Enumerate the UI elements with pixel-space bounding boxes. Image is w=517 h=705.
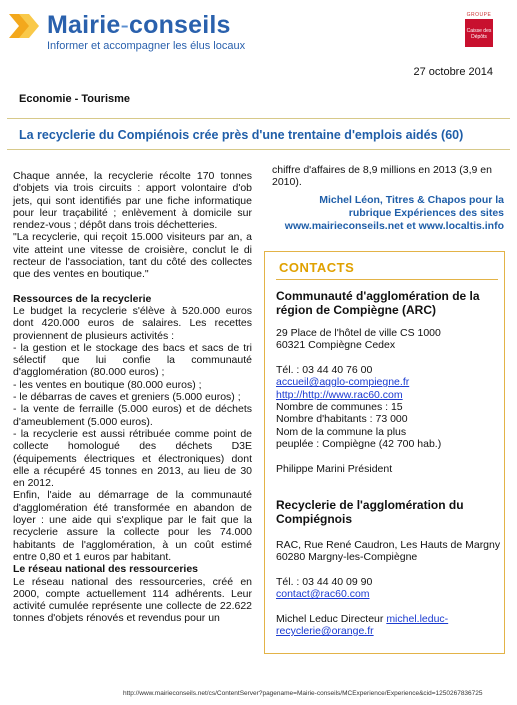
list-item: - les ventes en boutique (80.000 euros) ; [13,378,202,391]
groupe-label: GROUPE [466,12,492,18]
communes-count: Nombre de communes : 15 [276,401,403,414]
publication-date: 27 octobre 2014 [413,66,493,78]
author-credit [268,194,504,233]
title-rule-bottom [7,149,510,150]
source-url-footer: http://www.mairieconseils.net/cs/ContentServer?pagename=Mairie-conseils/MCExperience/Experience&cid=1250267836725 [123,690,483,697]
section-label: Economie - Tourisme [19,93,131,105]
list-item: - le débarras de caves et greniers (5.000 euros) ; [13,391,241,404]
website-link[interactable]: http://http://www.rac60.com [276,388,403,401]
org-recyclerie-name: Recyclerie de l'agglomération du Compiégnois [276,498,464,526]
address-line: 60321 Compiègne Cedex [276,339,396,352]
largest-commune-value: peuplée : Compiègne (42 700 hab.) [276,438,442,451]
mairie-conseils-logo [7,10,307,50]
contacts-rule [276,279,498,280]
caisse-depots-badge: Caisse des Dépôts [465,19,493,47]
contacts-heading: CONTACTS [279,260,355,275]
heading-resources: Ressources de la recyclerie [13,292,152,305]
list-item: - la vente de ferraille (5.000 euros) et de déchets d'ameublement (5.000 euros). [13,403,252,428]
network-paragraph: Le réseau national des ressourceries, créé en 2000, compte actuellement 114 adhérents. Leur activité cumulée représente une collecte de 22.622 tonnes d'objets rénovés et revendus pour un [13,575,252,625]
org-recyclerie-details [276,539,501,637]
title-rule-top [7,118,510,119]
list-item: - la gestion et le stockage des bacs et sacs de tri sélectif que lui confie la communauté d'agglomération (80.000 euros) ; [13,341,252,379]
article-column-left [13,170,252,625]
logo-mark-icon [7,10,41,44]
groupe-caisse-logo [463,12,495,52]
budget-paragraph: Le budget la recyclerie s'élève à 520.000 euros dont 420.000 euros de salaires. Les recettes proviennent de plusieurs activités : [13,304,252,342]
director-name: Michel Leduc Directeur [276,612,384,625]
intro-paragraph: Chaque année, la recyclerie récolte 170 tonnes d'objets via trois circuits : apport volontaire d'ob jets, qui sont identifiés par une fiche informatique pour leur traçabilité ; enlèvement à domicile sur rendez-vous ; dépôt dans trois déchetteries. [13,170,252,232]
email-link[interactable]: accueil@agglo-compiegne.fr [276,376,410,389]
president-name: Philippe Marini Président [276,462,393,475]
email-link[interactable]: michel.leduc- [386,612,449,625]
phone: Tél. : 03 44 40 76 00 [276,363,373,376]
support-paragraph: Enfin, l'aide au démarrage de la communauté d'agglomération été transformée en abandon de loyer : une aide qui s'explique par le fait que la recyclerie assure la collecte pour les 74.000 habitants de l'agglomération, à un coût estimé entre 0,80 et 1 euros par habitant. [13,489,252,563]
address-line: RAC, Rue René Caudron, Les Hauts de Margny [276,539,501,551]
org-arc-name: Communauté d'agglomération de la région de Compiègne (ARC) [276,289,480,317]
list-item: - la recyclerie est aussi rétribuée comme point de collecte homologué des déchets D3E (équipements électriques et électroniques) dont elle a récupéré 45 tonnes en 2013, au lieu de 30 en 2012. [13,427,252,490]
article-title: La recyclerie du Compiénois crée près d'une trentaine d'emplois aidés (60) [19,128,464,142]
article-column-right-continuation: chiffre d'affaires de 8,9 millions en 2013 (3,9 en 2010). [272,164,492,189]
credit-line: rubrique Expériences des sites [348,207,504,219]
habitants-count: Nombre d'habitants : 73 000 [276,413,408,426]
address-line: 60280 Margny-les-Compiègne [276,551,418,564]
org-arc-details [276,327,501,475]
logo-title: Mairie-conseils [47,11,231,39]
spacer [13,281,252,293]
logo-tagline: Informer et accompagner les élus locaux [47,40,246,52]
credit-line: www.mairieconseils.net et www.localtis.info [284,220,504,232]
email-link[interactable]: contact@rac60.com [276,588,370,601]
largest-commune-label: Nom de la commune la plus [276,425,407,438]
address-line: 29 Place de l'hôtel de ville CS 1000 [276,327,441,339]
credit-line: Michel Léon, Titres & Chapos pour la [319,194,504,206]
phone: Tél. : 03 44 40 09 90 [276,575,373,588]
email-link[interactable]: recyclerie@orange.fr [276,625,374,638]
heading-network: Le réseau national des ressourceries [13,563,199,576]
director-quote: "La recyclerie, qui reçoit 15.000 visiteurs par an, a vite atteint une vitesse de croisière, conclut le di recteur de l'association, tant du côté des collectes que des ventes en boutique." [13,231,252,281]
